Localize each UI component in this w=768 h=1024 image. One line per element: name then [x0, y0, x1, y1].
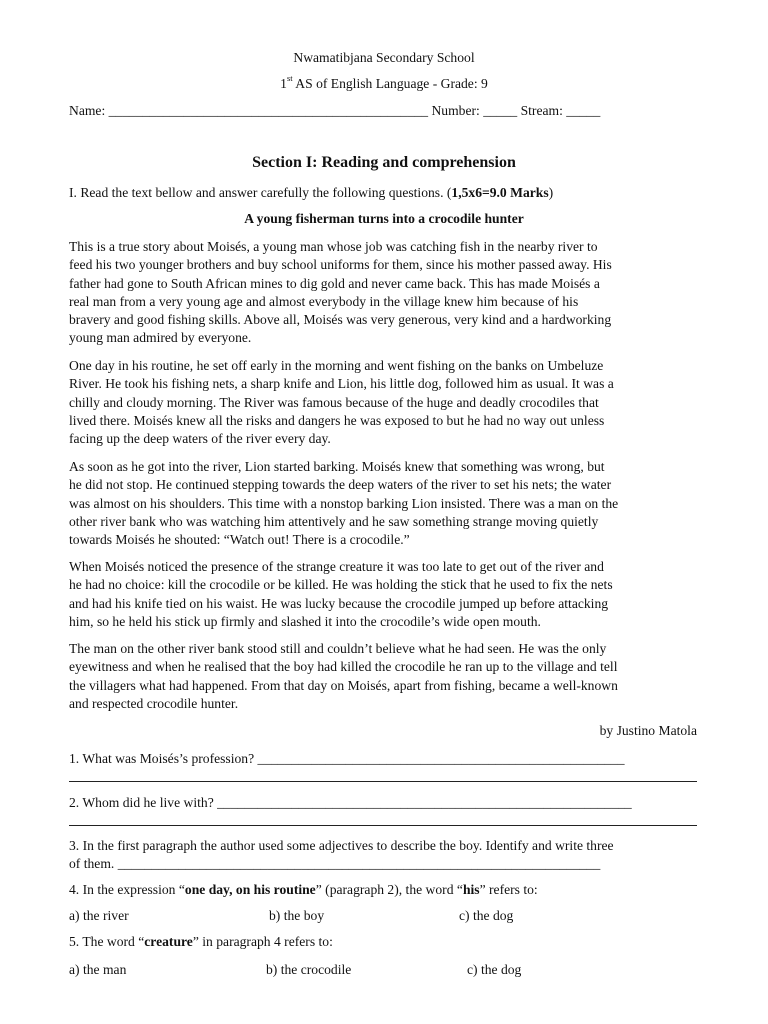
test-ordinal: st	[286, 73, 293, 84]
instruction-close: )	[548, 185, 554, 200]
text-line: and had his knife tied on his waist. He was lucky because the crocodile jumped up before attacking	[69, 595, 609, 611]
instruction	[69, 184, 697, 202]
text-line: real man from a very young age and almost everybody in the village knew him because of his	[69, 293, 579, 309]
paragraph-3	[69, 458, 697, 549]
school-name: Nwamatibjana Secondary School	[293, 50, 475, 65]
instruction-text: I. Read the text bellow and answer carefully the following questions. (	[69, 185, 452, 200]
text-line: he had no choice: kill the crocodile or be killed. He was holding the stick that he used to fix the nets	[69, 577, 613, 593]
student-info-line[interactable]: Name: _______________________________________________ Number: _____ Stream: _____	[69, 103, 601, 118]
text-line: other river bank who was watching him attentively and he saw something strange moving quietly	[69, 513, 599, 529]
q4-word: his	[462, 882, 480, 897]
text-line: The man on the other river bank stood still and couldn’t believe what he had seen. He was the only	[69, 641, 607, 656]
text-line: and respected crocodile hunter.	[69, 695, 239, 711]
marks: 1,5x6=9.0 Marks	[451, 185, 549, 200]
q5-text: ” in paragraph 4 refers to:	[192, 934, 333, 949]
text-line: young man admired by everyone.	[69, 330, 252, 346]
text-line: father had gone to South African mines to dig gold and never came back. This has made Moisés a	[69, 275, 600, 291]
text-line: This is a true story about Moisés, a young man whose job was catching fish in the nearby river to	[69, 239, 598, 254]
text-line: him, so he held his stick up firmly and slashed it into the crocodile’s wide open mouth.	[69, 613, 541, 629]
paragraph-2	[69, 357, 697, 448]
text-line: bravery and good fishing skills. Above all, Moisés was very generous, very kind and a hardworking	[69, 312, 612, 328]
text-line: lived there. Moisés knew all the risks and dangers he was exposed to but he had no way out unless	[69, 412, 605, 428]
paragraph-1	[69, 238, 697, 348]
q5-option-b[interactable]: b) the crocodile	[266, 962, 352, 977]
q4-option-a[interactable]: a) the river	[69, 908, 129, 923]
question-5	[69, 933, 697, 951]
q5-text: 5. The word “	[69, 934, 145, 949]
question-3-line-2[interactable]: of them. _______________________________________________________________________	[69, 856, 601, 871]
q4-text: ” (paragraph 2), the word “	[315, 882, 463, 897]
author: by Justino Matola	[599, 723, 697, 738]
q4-expression: one day, on his routine	[184, 882, 316, 897]
q4-text: ” refers to:	[479, 882, 538, 897]
question-4	[69, 881, 697, 899]
question-3-line-1: 3. In the first paragraph the author used some adjectives to describe the boy. Identify and write three	[69, 838, 614, 853]
q5-option-c[interactable]: c) the dog	[467, 962, 522, 977]
text-line: One day in his routine, he set off early in the morning and went fishing on the banks on Umbeluze	[69, 358, 604, 373]
text-line: was almost on his shoulders. This time with a nonstop barking Lion insisted. There was a man on the	[69, 495, 619, 511]
text-line: River. He took his fishing nets, a sharp knife and Lion, his little dog, followed him as usual. It was a	[69, 376, 614, 392]
test-subject: AS of English Language - Grade: 9	[292, 76, 488, 91]
question-1[interactable]: 1. What was Moisés’s profession? ______________________________________________________	[69, 751, 625, 766]
text-line: facing up the deep waters of the river every day.	[69, 431, 331, 447]
q5-option-a[interactable]: a) the man	[69, 962, 127, 977]
question-2[interactable]: 2. Whom did he live with? _____________________________________________________________	[69, 795, 632, 810]
q4-option-c[interactable]: c) the dog	[459, 908, 514, 923]
paragraph-4	[69, 558, 697, 631]
answer-line[interactable]	[69, 825, 697, 826]
text-line: chilly and cloudy morning. The River was famous because of the huge and deadly crocodiles that	[69, 394, 599, 410]
text-line: When Moisés noticed the presence of the strange creature it was too late to get out of the river and	[69, 559, 604, 574]
test-number: 1	[280, 76, 287, 91]
text-line: the villagers what had happened. From that day on Moisés, apart from fishing, became a well-known	[69, 677, 618, 693]
text-line: As soon as he got into the river, Lion started barking. Moisés knew that something was wrong, but	[69, 459, 605, 474]
q4-option-b[interactable]: b) the boy	[269, 908, 325, 923]
text-line: eyewitness and when he realised that the boy had killed the crocodile he ran up to the village and tell	[69, 659, 618, 675]
q4-text: 4. In the expression “	[69, 882, 185, 897]
q5-word: creature	[144, 934, 193, 949]
text-line: he did not stop. He continued stepping towards the deep waters of the river to set his nets; the water	[69, 477, 612, 493]
text-line: feed his two younger brothers and buy school uniforms for them, since his mother passed away. His	[69, 257, 612, 273]
answer-line[interactable]	[69, 781, 697, 782]
paragraph-5	[69, 640, 697, 713]
text-line: towards Moisés he shouted: “Watch out! There is a crocodile.”	[69, 532, 410, 548]
test-title	[0, 73, 768, 92]
section-title: Section I: Reading and comprehension	[252, 154, 516, 171]
story-title: A young fisherman turns into a crocodile hunter	[244, 211, 524, 226]
